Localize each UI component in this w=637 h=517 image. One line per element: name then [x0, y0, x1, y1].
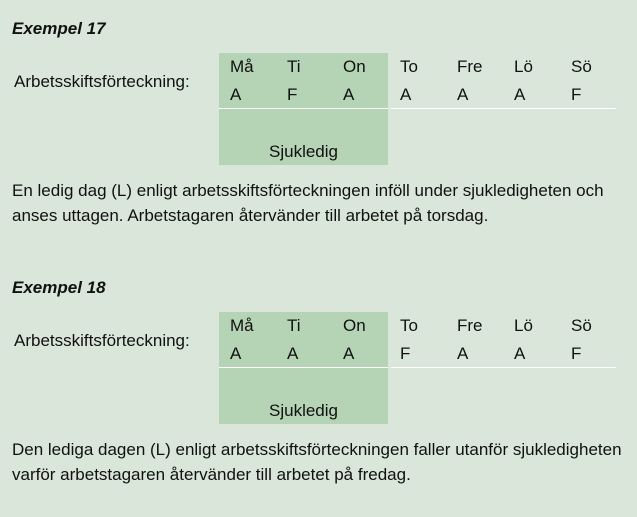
- day-header-mon: Må: [230, 57, 254, 76]
- day-header-fri: Fre: [457, 316, 483, 335]
- row-divider: [391, 367, 616, 368]
- shift-code-tue: F: [287, 85, 298, 104]
- example-description: Den lediga dagen (L) enligt arbetsskiftsförteckningen faller utanför sjukledigheten varför arbetstagaren återvänder till arbetet på fredag.: [12, 440, 622, 484]
- day-header-tue: Ti: [287, 316, 301, 335]
- sick-leave-label: Sjukledig: [269, 142, 338, 161]
- row-divider: [219, 367, 388, 368]
- shift-code-thu: A: [400, 85, 412, 104]
- day-header-wed: On: [343, 57, 366, 76]
- schedule-grid: [219, 312, 616, 424]
- day-header-tue: Ti: [287, 57, 301, 76]
- example-description: En ledig dag (L) enligt arbetsskiftsförteckningen inföll under sjukledigheten och anses uttagen. Arbetstagaren återvänder till arbetet på torsdag.: [12, 181, 604, 225]
- example-title: Exempel 18: [12, 278, 106, 297]
- shift-code-fri: A: [457, 85, 469, 104]
- shift-code-fri: A: [457, 344, 469, 363]
- schedule-label: Arbetsskiftsförteckning:: [14, 72, 190, 91]
- shift-code-wed: A: [343, 85, 355, 104]
- day-header-sat: Lö: [514, 316, 533, 335]
- day-header-mon: Må: [230, 316, 254, 335]
- row-divider: [391, 108, 616, 109]
- example-title: Exempel 17: [12, 19, 106, 38]
- day-header-sat: Lö: [514, 57, 533, 76]
- day-header-sun: Sö: [571, 316, 592, 335]
- schedule-grid: [219, 53, 616, 165]
- day-header-fri: Fre: [457, 57, 483, 76]
- day-header-thu: To: [400, 316, 418, 335]
- shift-code-mon: A: [230, 344, 242, 363]
- example-18: [0, 259, 637, 517]
- shift-code-wed: A: [343, 344, 355, 363]
- row-divider: [219, 108, 388, 109]
- day-header-wed: On: [343, 316, 366, 335]
- day-header-thu: To: [400, 57, 418, 76]
- schedule-label: Arbetsskiftsförteckning:: [14, 331, 190, 350]
- example-17: [0, 0, 637, 258]
- shift-code-tue: A: [287, 344, 299, 363]
- shift-code-sat: A: [514, 85, 526, 104]
- shift-code-sun: F: [571, 344, 582, 363]
- day-header-sun: Sö: [571, 57, 592, 76]
- shift-code-sun: F: [571, 85, 582, 104]
- sick-leave-label: Sjukledig: [269, 401, 338, 420]
- shift-code-sat: A: [514, 344, 526, 363]
- shift-code-thu: F: [400, 344, 411, 363]
- shift-code-mon: A: [230, 85, 242, 104]
